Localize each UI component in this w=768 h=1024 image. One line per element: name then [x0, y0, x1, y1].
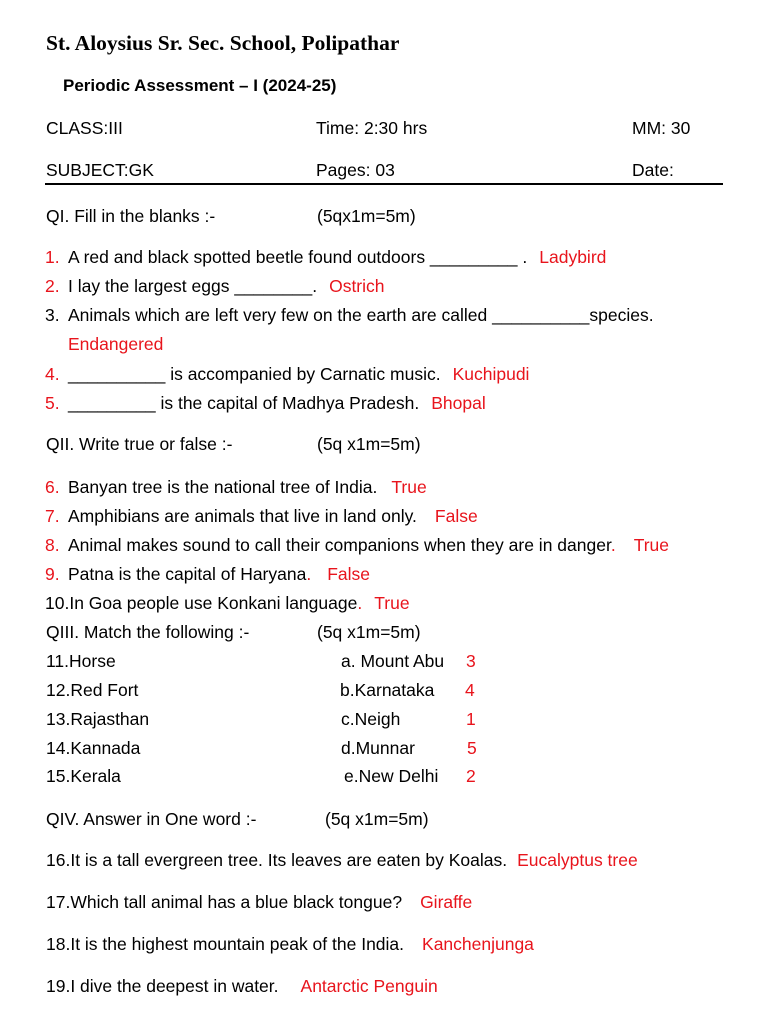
match-right-c: c.Neigh: [341, 709, 401, 729]
section4-title: QIV. Answer in One word :-: [46, 809, 257, 829]
answer: Bhopal: [431, 393, 486, 413]
question-9: 9. Patna is the capital of Haryana. False: [45, 564, 371, 584]
section3-marks: (5q x1m=5m): [317, 622, 421, 642]
answer: Kanchenjunga: [422, 934, 534, 954]
question-number: 5.: [45, 393, 60, 413]
question-number: 10.: [45, 593, 70, 613]
question-text: 17.Which tall animal has a blue black tongue?: [46, 892, 403, 912]
match-right-e: e.New Delhi: [344, 766, 439, 786]
question-text: _________ is the capital of Madhya Pradesh.: [68, 393, 420, 413]
question-8: 8. Animal makes sound to call their companions when they are in danger. True: [45, 535, 670, 555]
question-text: I lay the largest eggs ________.: [68, 276, 318, 296]
answer: True: [374, 593, 410, 613]
section1-marks: (5qx1m=5m): [317, 206, 416, 226]
max-marks-label: MM: 30: [632, 118, 691, 138]
answer: Ladybird: [539, 247, 607, 267]
match-answer: 5: [467, 738, 477, 758]
question-text: 19.I dive the deepest in water.: [46, 976, 279, 996]
match-right-d: d.Munnar: [341, 738, 415, 758]
question-3: [45, 304, 654, 326]
pages-label: Pages: 03: [316, 160, 395, 180]
question-16: [46, 849, 638, 871]
section3-title: QIII. Match the following :-: [46, 622, 250, 642]
match-right-a: a. Mount Abu: [341, 651, 445, 671]
question-text: Animal makes sound to call their companions when they are in danger: [68, 535, 611, 555]
question-5: [45, 392, 486, 414]
section4-marks: (5q x1m=5m): [325, 809, 429, 829]
answer: Giraffe: [420, 892, 473, 912]
question-number: 2.: [45, 276, 60, 296]
question-text: A red and black spotted beetle found outdoors _________ .: [68, 247, 528, 267]
answer: False: [434, 506, 478, 526]
question-19: [46, 975, 438, 997]
section2-title: QII. Write true or false :-: [46, 434, 233, 454]
question-7: [45, 505, 478, 527]
school-name: St. Aloysius Sr. Sec. School, Polipathar: [46, 31, 400, 55]
match-answer: 1: [466, 709, 476, 729]
question-number: 1.: [45, 247, 60, 267]
answer: Ostrich: [329, 276, 385, 296]
question-text: Banyan tree is the national tree of India.: [68, 477, 378, 497]
question-2: [45, 275, 385, 297]
question-text: 18.It is the highest mountain peak of the India.: [46, 934, 405, 954]
question-number: 8.: [45, 535, 60, 555]
subject-label: SUBJECT:GK: [46, 160, 154, 180]
date-label: Date:: [632, 160, 674, 180]
answer: False: [327, 564, 371, 584]
match-left-14: 14.Kannada: [46, 738, 141, 758]
answer: Eucalyptus tree: [517, 850, 638, 870]
question-1: [45, 246, 606, 268]
match-answer: 4: [465, 680, 475, 700]
match-left-13: 13.Rajasthan: [46, 709, 150, 729]
question-number: 7.: [45, 506, 60, 526]
question-18: [46, 933, 534, 955]
match-left-15: 15.Kerala: [46, 766, 121, 786]
answer: True: [391, 477, 427, 497]
question-text: __________ is accompanied by Carnatic music.: [68, 364, 441, 384]
answer: Kuchipudi: [452, 364, 530, 384]
match-answer: 2: [466, 766, 476, 786]
time-label: Time: 2:30 hrs: [316, 118, 428, 138]
question-10: 10.In Goa people use Konkani language. True: [45, 593, 410, 613]
question-text: Animals which are left very few on the earth are called __________species.: [68, 305, 654, 325]
question-text: Patna is the capital of Haryana: [68, 564, 307, 584]
match-left-11: 11.Horse: [46, 651, 116, 671]
class-label: CLASS:III: [46, 118, 123, 138]
answer: True: [633, 535, 670, 555]
question-6: [45, 476, 427, 498]
question-number: 3.: [45, 305, 60, 325]
question-17: [46, 891, 472, 913]
match-left-12: 12.Red Fort: [46, 680, 139, 700]
answer: Antarctic Penguin: [300, 976, 438, 996]
question-number: 9.: [45, 564, 60, 584]
exam-title: Periodic Assessment – I (2024-25): [63, 76, 337, 95]
section1-title: QI. Fill in the blanks :-: [46, 206, 216, 226]
match-answer: 3: [466, 651, 476, 671]
section2-marks: (5q x1m=5m): [317, 434, 421, 454]
question-number: 6.: [45, 477, 60, 497]
question-4: [45, 363, 529, 385]
question-text: 16.It is a tall evergreen tree. Its leaves are eaten by Koalas.: [46, 850, 508, 870]
question-number: 4.: [45, 364, 60, 384]
header-divider: [45, 183, 723, 185]
match-right-b: b.Karnataka: [340, 680, 435, 700]
question-text: In Goa people use Konkani language: [69, 593, 358, 613]
question-text: Amphibians are animals that live in land only.: [68, 506, 417, 526]
answer: Endangered: [68, 334, 164, 354]
